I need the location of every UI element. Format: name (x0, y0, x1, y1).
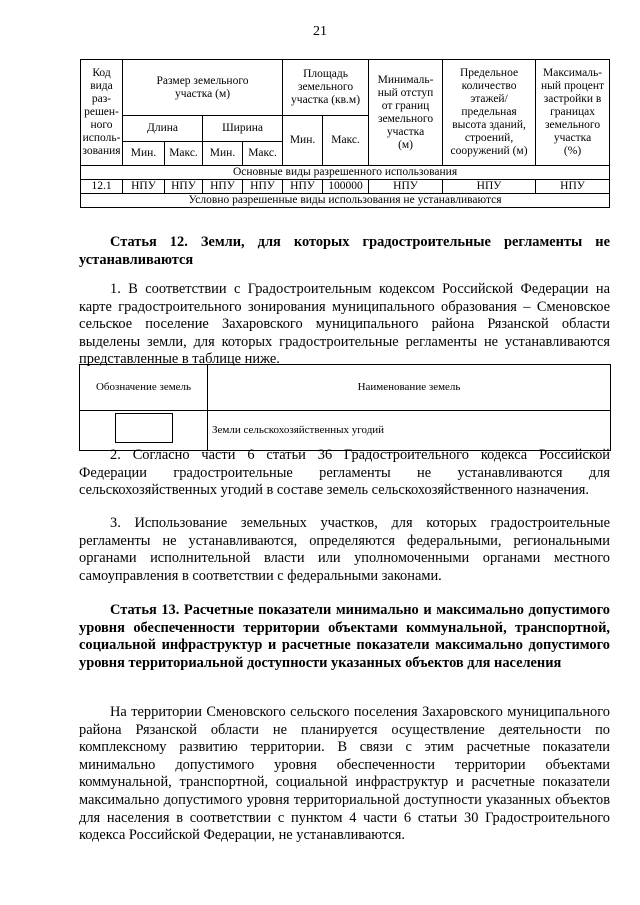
header-area-max: Макс. (323, 116, 369, 166)
header-length-max: Макс. (165, 142, 203, 166)
page-number: 21 (313, 24, 327, 39)
header-width-max: Макс. (243, 142, 283, 166)
main-uses-title: Основные виды разрешенного использования (81, 166, 610, 180)
table-cell: НПУ (443, 180, 536, 194)
article-12-paragraph-3: 3. Использование земельных участков, для которых градостроительные регламенты не устанавливаются, определяются федеральными, региональными органами исполнительной власти или уполномоченными органами местного самоуправления в соответствии с федеральными законами. (79, 515, 610, 584)
table-cell: НПУ (369, 180, 443, 194)
header-code: Код вида раз- решен- ного исполь- зования (81, 60, 123, 166)
legend-swatch-cell (80, 411, 208, 451)
table-row (81, 180, 610, 194)
table-cell: НПУ (243, 180, 283, 194)
article-12-paragraph-2: 2. Согласно части 6 статьи 36 Градостроительного кодекса Российской Федерации градостроительные регламенты не устанавливаются для сельскохозяйственных угодий в составе земель сельскохозяйственного назначения. (79, 447, 610, 499)
header-floors: Предельное количество этажей/ предельная высота зданий, строений, сооружений (м) (443, 60, 536, 166)
header-width-min: Мин. (203, 142, 243, 166)
table-row (80, 411, 611, 451)
article-12-paragraph-1: 1. В соответствии с Градостроительным кодексом Российской Федерации на карте градостроительного зонирования муниципального образования – Сменовское сельское поселение Захаровского муниципального района Рязанской области выделены земли, для которых градостроительные регламенты не устанавливаются представленные в таблице ниже. (79, 281, 610, 368)
table-cell: 12.1 (81, 180, 123, 194)
table-cell: НПУ (165, 180, 203, 194)
lands-header-name: Наименование земель (208, 365, 611, 411)
article-12-title: Статья 12. Земли, для которых градостроительные регламенты не устанавливаются (79, 234, 610, 268)
article-13-paragraph-1: На территории Сменовского сельского поселения Захаровского муниципального района Рязанской области не планируется осуществление деятельности по комплексному развитию территории. В связи с этим расчетные показатели минимально допустимого уровня обеспеченности территории объектами коммунальной, транспортной, социальной инфраструктур и расчетные показатели максимально допустимого уровня территориальной доступности указанных объектов для населения в соответствии с пунктом 4 части 6 статьи 30 Градостроительного кодекса Российской Федерации, не устанавливаются. (79, 704, 610, 844)
table-cell: НПУ (123, 180, 165, 194)
header-size: Размер земельного участка (м) (123, 60, 283, 116)
header-length-min: Мин. (123, 142, 165, 166)
conditional-uses-note: Условно разрешенные виды использования не устанавливаются (81, 194, 610, 208)
header-area-min: Мин. (283, 116, 323, 166)
lands-header-designation: Обозначение земель (80, 365, 208, 411)
article-13-title: Статья 13. Расчетные показатели минимально и максимально допустимого уровня обеспеченности территории объектами коммунальной, транспортной, социальной инфраструктур и расчетные показатели максимально допустимого уровня территориальной доступности указанных объектов для населения (79, 602, 610, 671)
header-length: Длина (123, 116, 203, 142)
header-width: Ширина (203, 116, 283, 142)
lands-table (79, 364, 611, 451)
table-cell: 100000 (323, 180, 369, 194)
table-cell: НПУ (203, 180, 243, 194)
regulations-table (80, 59, 610, 208)
header-area: Площадь земельного участка (кв.м) (283, 60, 369, 116)
land-name: Земли сельскохозяйственных угодий (208, 411, 611, 451)
header-coverage: Максималь- ный процент застройки в границах земельного участка (%) (536, 60, 610, 166)
table-cell: НПУ (283, 180, 323, 194)
header-setback: Минималь- ный отступ от границ земельного участка (м) (369, 60, 443, 166)
table-cell: НПУ (536, 180, 610, 194)
legend-swatch (115, 413, 173, 443)
